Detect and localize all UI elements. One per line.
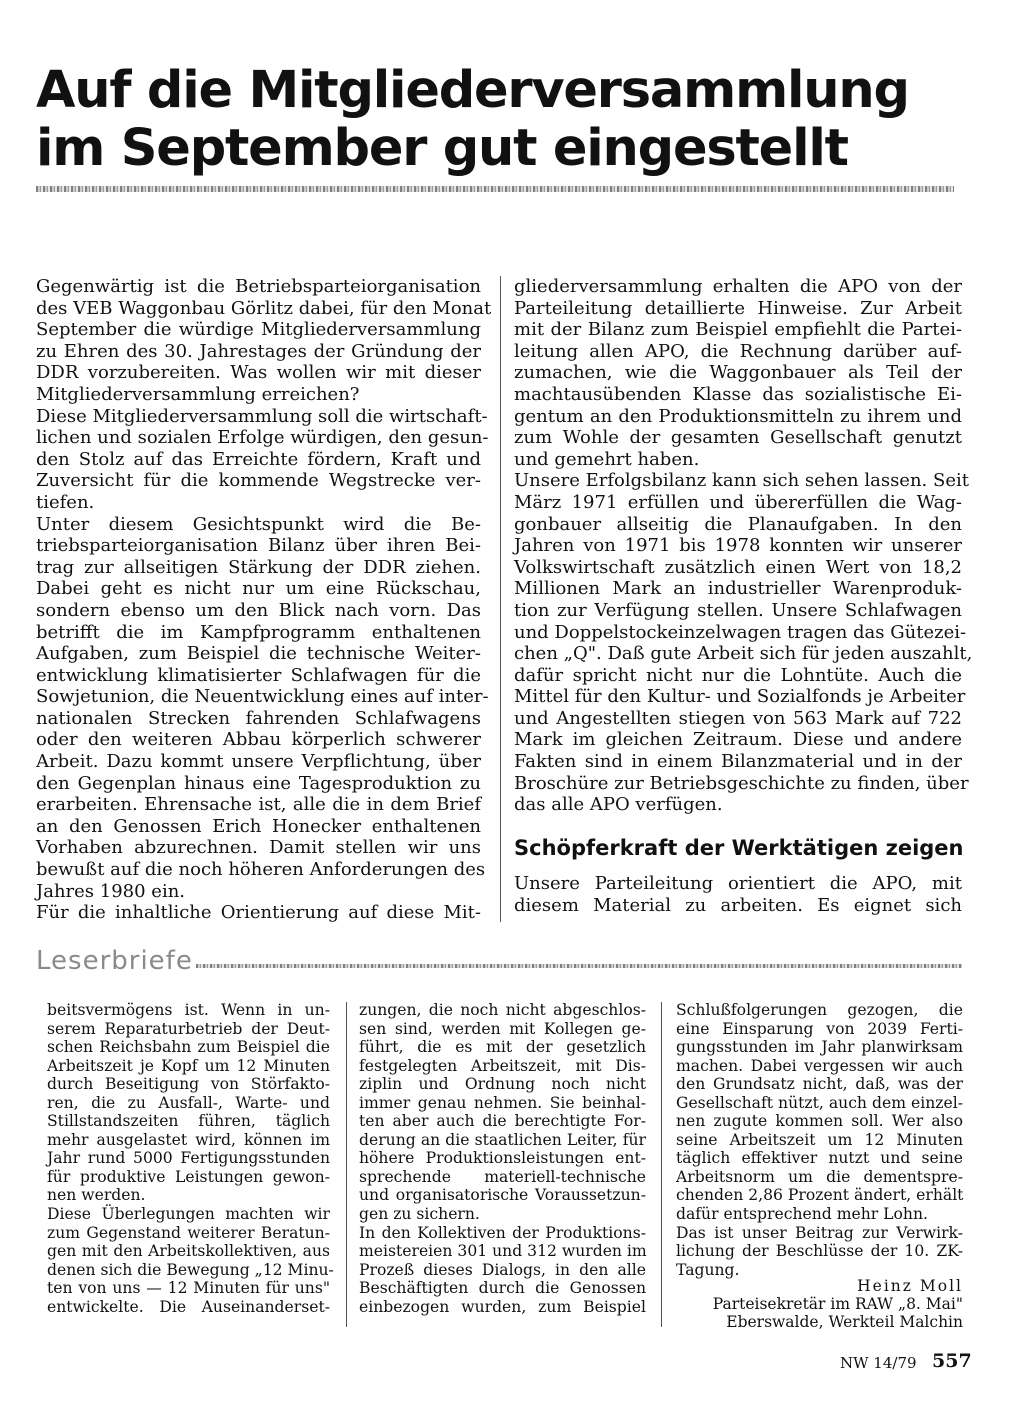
text-line: serem Reparaturbetrieb der Deut-	[47, 1019, 330, 1038]
text-line: und organisatorische Voraussetzun-	[359, 1186, 646, 1205]
text-line: Mitgliederversammlung erreichen?	[36, 383, 360, 405]
text-line: zumachen, wie die Waggonbauer als Teil der	[514, 362, 962, 384]
text-line: gungsstunden im Jahr planwirksam	[676, 1038, 963, 1057]
text-line: an den Genossen Erich Honecker enthaltenen	[36, 815, 481, 837]
text-line: den Grundsatz nicht, daß, was der	[676, 1075, 963, 1094]
text-line: Volkswirtschaft zusätzlich einen Wert von 18,2	[514, 556, 962, 578]
text-line: denen sich die Bewegung „12 Minu-	[47, 1260, 334, 1279]
title-line-2: im September gut eingestellt	[36, 119, 848, 178]
text-line: das alle APO verfügen.	[514, 794, 723, 816]
text-line: beitsvermögens ist. Wenn in un-	[47, 1001, 330, 1019]
text-line: des VEB Waggonbau Görlitz dabei, für den Monat	[36, 297, 492, 319]
text-line: und Doppelstockeinzelwagen tragen das Gütezei-	[514, 621, 967, 643]
text-line: mit der Bilanz zum Beispiel empfiehlt die Partei-	[514, 319, 962, 341]
text-line: täglich effektiver nutzt und seine	[676, 1149, 963, 1168]
text-line: Diese Mitgliederversammlung soll die wirtschaft-	[36, 405, 488, 427]
text-line: dafür spricht nicht nur die Lohntüte. Auch die	[514, 664, 962, 686]
text-line: für produktive Leistungen gewon-	[47, 1167, 330, 1186]
text-line: den Gegenplan hinaus eine Tagesproduktion zu	[36, 772, 481, 794]
text-line: ren, die zu Ausfall-, Warte- und	[47, 1093, 330, 1112]
text-line: DDR vorzubereiten. Was wollen wir mit dieser	[36, 362, 481, 384]
article-column-2	[514, 276, 973, 816]
text-line: chen „Q". Daß gute Arbeit sich für jeden auszahlt,	[514, 643, 973, 665]
text-line: leitung allen APO, die Rechnung darüber auf-	[514, 340, 962, 362]
text-line: Prozeß dieses Dialogs, in den alle	[359, 1260, 646, 1279]
letters-column-3	[676, 1001, 963, 1279]
text-line: trag zur allseitigen Stärkung der DDR ziehen.	[36, 556, 481, 578]
text-line: lichung der Beschlüsse der 10. ZK-	[676, 1242, 963, 1261]
text-line: meistereien 301 und 312 wurden im	[359, 1242, 647, 1261]
text-line: Arbeitszeit je Kopf um 12 Minuten	[47, 1056, 330, 1075]
text-line: Jahren von 1971 bis 1978 konnten wir unserer	[514, 535, 962, 557]
text-line: und gemehrt haben.	[514, 448, 700, 470]
text-line: derung an die staatlichen Leiter, für	[359, 1130, 646, 1149]
text-line: eine Einsparung von 2039 Ferti-	[676, 1019, 963, 1038]
page-number: 557	[932, 1350, 972, 1372]
text-line: Tagung.	[676, 1260, 740, 1279]
article-title	[36, 62, 996, 178]
issue-number: NW 14/79	[840, 1354, 917, 1372]
text-line: seine Arbeitszeit um 12 Minuten	[676, 1130, 963, 1149]
text-line: Broschüre zur Betriebsgeschichte zu finden, über	[514, 772, 969, 794]
text-line: dafür entsprechend mehr Lohn.	[676, 1205, 928, 1224]
text-line: gen mit den Arbeitskollektiven, aus	[47, 1242, 330, 1261]
text-line: gentum an den Produktionsmitteln zu ihrem und	[514, 405, 962, 427]
text-line: Unsere Erfolgsbilanz kann sich sehen lassen. Seit	[514, 470, 969, 492]
text-line: oder den weiteren Abbau körperlich schwerer	[36, 729, 481, 751]
text-line: gen zu sichern.	[359, 1205, 480, 1224]
letters-section-label: Leserbriefe	[36, 946, 193, 976]
text-line: Arbeitsnorm um die dementspre-	[676, 1167, 963, 1186]
text-line: bewußt auf die noch höheren Anforderungen des	[36, 859, 486, 881]
text-line: nationalen Strecken fahrenden Schlafwagens	[36, 707, 481, 729]
text-line: sen sind, werden mit Kollegen ge-	[359, 1019, 646, 1038]
text-line: tion zur Verfügung stellen. Unsere Schlafwagen	[514, 599, 962, 621]
text-line: immer genau nehmen. Sie beinhal-	[359, 1093, 646, 1112]
author-place: Eberswalde, Werkteil Malchin	[726, 1313, 963, 1331]
text-line: zungen, die noch nicht abgeschlos-	[359, 1001, 646, 1019]
text-line: betrifft die im Kampfprogramm enthaltenen	[36, 621, 481, 643]
title-rule	[36, 186, 954, 192]
text-line: sprechende materiell-technische	[359, 1167, 646, 1186]
text-line: Jahr rund 5000 Fertigungsstunden	[47, 1149, 330, 1168]
text-line: Fakten sind in einem Bilanzmaterial und in der	[514, 751, 962, 773]
text-line: Dabei geht es nicht nur um eine Rückschau,	[36, 578, 481, 600]
text-line: Zuversicht für die kommende Wegstrecke ver-	[36, 470, 481, 492]
title-line-1: Auf die Mitgliederversammlung	[36, 61, 909, 120]
text-line: gonbauer allseitig die Planaufgaben. In den	[514, 513, 962, 535]
article-column-1	[36, 276, 492, 924]
text-line: ten aber auch die berechtigte For-	[359, 1112, 646, 1131]
text-line: führt, die es mit der gesetzlich	[359, 1038, 646, 1057]
text-line: nen werden.	[47, 1186, 146, 1205]
text-line: schen Reichsbahn zum Beispiel die	[47, 1038, 330, 1057]
text-line: Beschäftigten durch die Genossen	[359, 1279, 646, 1298]
text-line: zum Gegenstand weiterer Beratun-	[47, 1223, 330, 1242]
text-line: erarbeiten. Ehrensache ist, alle die in dem Brief	[36, 794, 481, 816]
text-line: Diese Überlegungen machten wir	[47, 1205, 330, 1224]
author-role: Parteisekretär im RAW „8. Mai"	[712, 1295, 963, 1313]
letters-rule	[196, 964, 962, 968]
text-line: Unter diesem Gesichtspunkt wird die Be-	[36, 513, 481, 535]
text-line: September die würdige Mitgliederversammlung	[36, 319, 481, 341]
text-line: den Stolz auf das Erreichte fördern, Kraft und	[36, 448, 481, 470]
text-line: entwickelte. Die Auseinanderset-	[47, 1297, 330, 1316]
text-line: Gegenwärtig ist die Betriebsparteiorganisation	[36, 276, 481, 297]
text-line: tiefen.	[36, 491, 95, 513]
text-line: zum Wohle der gesamten Gesellschaft genutzt	[514, 427, 962, 449]
text-line: ten von uns — 12 Minuten für uns"	[47, 1279, 330, 1298]
article-column-2-continued	[514, 873, 962, 916]
text-line: zu Ehren des 30. Jahrestages der Gründung der	[36, 340, 481, 362]
text-line: Stillstandszeiten führen, täglich	[47, 1112, 330, 1131]
text-line: durch Beseitigung von Störfakto-	[47, 1075, 330, 1094]
text-line: ziplin und Ordnung noch nicht	[359, 1075, 646, 1094]
text-line: Das ist unser Beitrag zur Verwirk-	[676, 1223, 963, 1242]
author-name: Heinz Moll	[857, 1277, 963, 1295]
text-line: Für die inhaltliche Orientierung auf diese Mit-	[36, 902, 481, 924]
text-line: machen. Dabei vergessen wir auch	[676, 1056, 963, 1075]
text-line: Vorhaben abzurechnen. Damit stellen wir uns	[36, 837, 481, 859]
column-divider	[500, 276, 501, 922]
text-line: diesem Material zu arbeiten. Es eignet sich	[514, 894, 962, 916]
text-line: Arbeit. Dazu kommt unsere Verpflichtung, über	[36, 751, 481, 773]
text-line: Unsere Parteileitung orientiert die APO, mit	[514, 873, 962, 894]
text-line: Gesellschaft nützt, auch dem einzel-	[676, 1093, 963, 1112]
text-line: mehr ausgelastet wird, können im	[47, 1130, 330, 1149]
section-subheading: Schöpferkraft der Werktätigen zeigen	[514, 836, 964, 860]
text-line: In den Kollektiven der Produktions-	[359, 1223, 646, 1242]
text-line: Millionen Mark an industrieller Warenproduk-	[514, 578, 962, 600]
text-line: Parteileitung detaillierte Hinweise. Zur Arbeit	[514, 297, 962, 319]
text-line: triebsparteiorganisation Bilanz über ihren Bei-	[36, 535, 481, 557]
text-line: festgelegten Arbeitszeit, mit Dis-	[359, 1056, 646, 1075]
text-line: Schlußfolgerungen gezogen, die	[676, 1001, 963, 1019]
text-line: März 1971 erfüllen und übererfüllen die Wag-	[514, 491, 962, 513]
letters-divider-2	[661, 1002, 662, 1327]
text-line: höhere Produktionsleistungen ent-	[359, 1149, 646, 1168]
letters-column-1	[47, 1001, 334, 1316]
text-line: lichen und sozialen Erfolge würdigen, den gesun-	[36, 427, 489, 449]
text-line: Jahres 1980 ein.	[36, 880, 186, 902]
text-line: sondern ebenso um den Blick nach vorn. Das	[36, 599, 481, 621]
text-line: Mittel für den Kultur- und Sozialfonds je Arbeiter	[514, 686, 966, 708]
text-line: und Angestellten stiegen von 563 Mark auf 722	[514, 707, 962, 729]
letters-column-2	[359, 1001, 646, 1316]
text-line: gliederversammlung erhalten die APO von der	[514, 276, 962, 297]
letters-divider-1	[346, 1002, 347, 1327]
text-line: nen zugute kommen soll. Wer also	[676, 1112, 963, 1131]
text-line: Aufgaben, zum Beispiel die technische Weiter-	[36, 643, 481, 665]
text-line: machtausübenden Klasse das sozialistische Ei-	[514, 383, 962, 405]
text-line: Mark im gleichen Zeitraum. Diese und andere	[514, 729, 962, 751]
text-line: einbezogen wurden, zum Beispiel	[359, 1297, 646, 1316]
text-line: Sowjetunion, die Neuentwicklung eines auf inter-	[36, 686, 489, 708]
letter-author	[700, 1277, 963, 1331]
text-line: chenden 2,86 Prozent ändert, erhält	[676, 1186, 964, 1205]
text-line: entwicklung klimatisierter Schlafwagen für die	[36, 664, 481, 686]
